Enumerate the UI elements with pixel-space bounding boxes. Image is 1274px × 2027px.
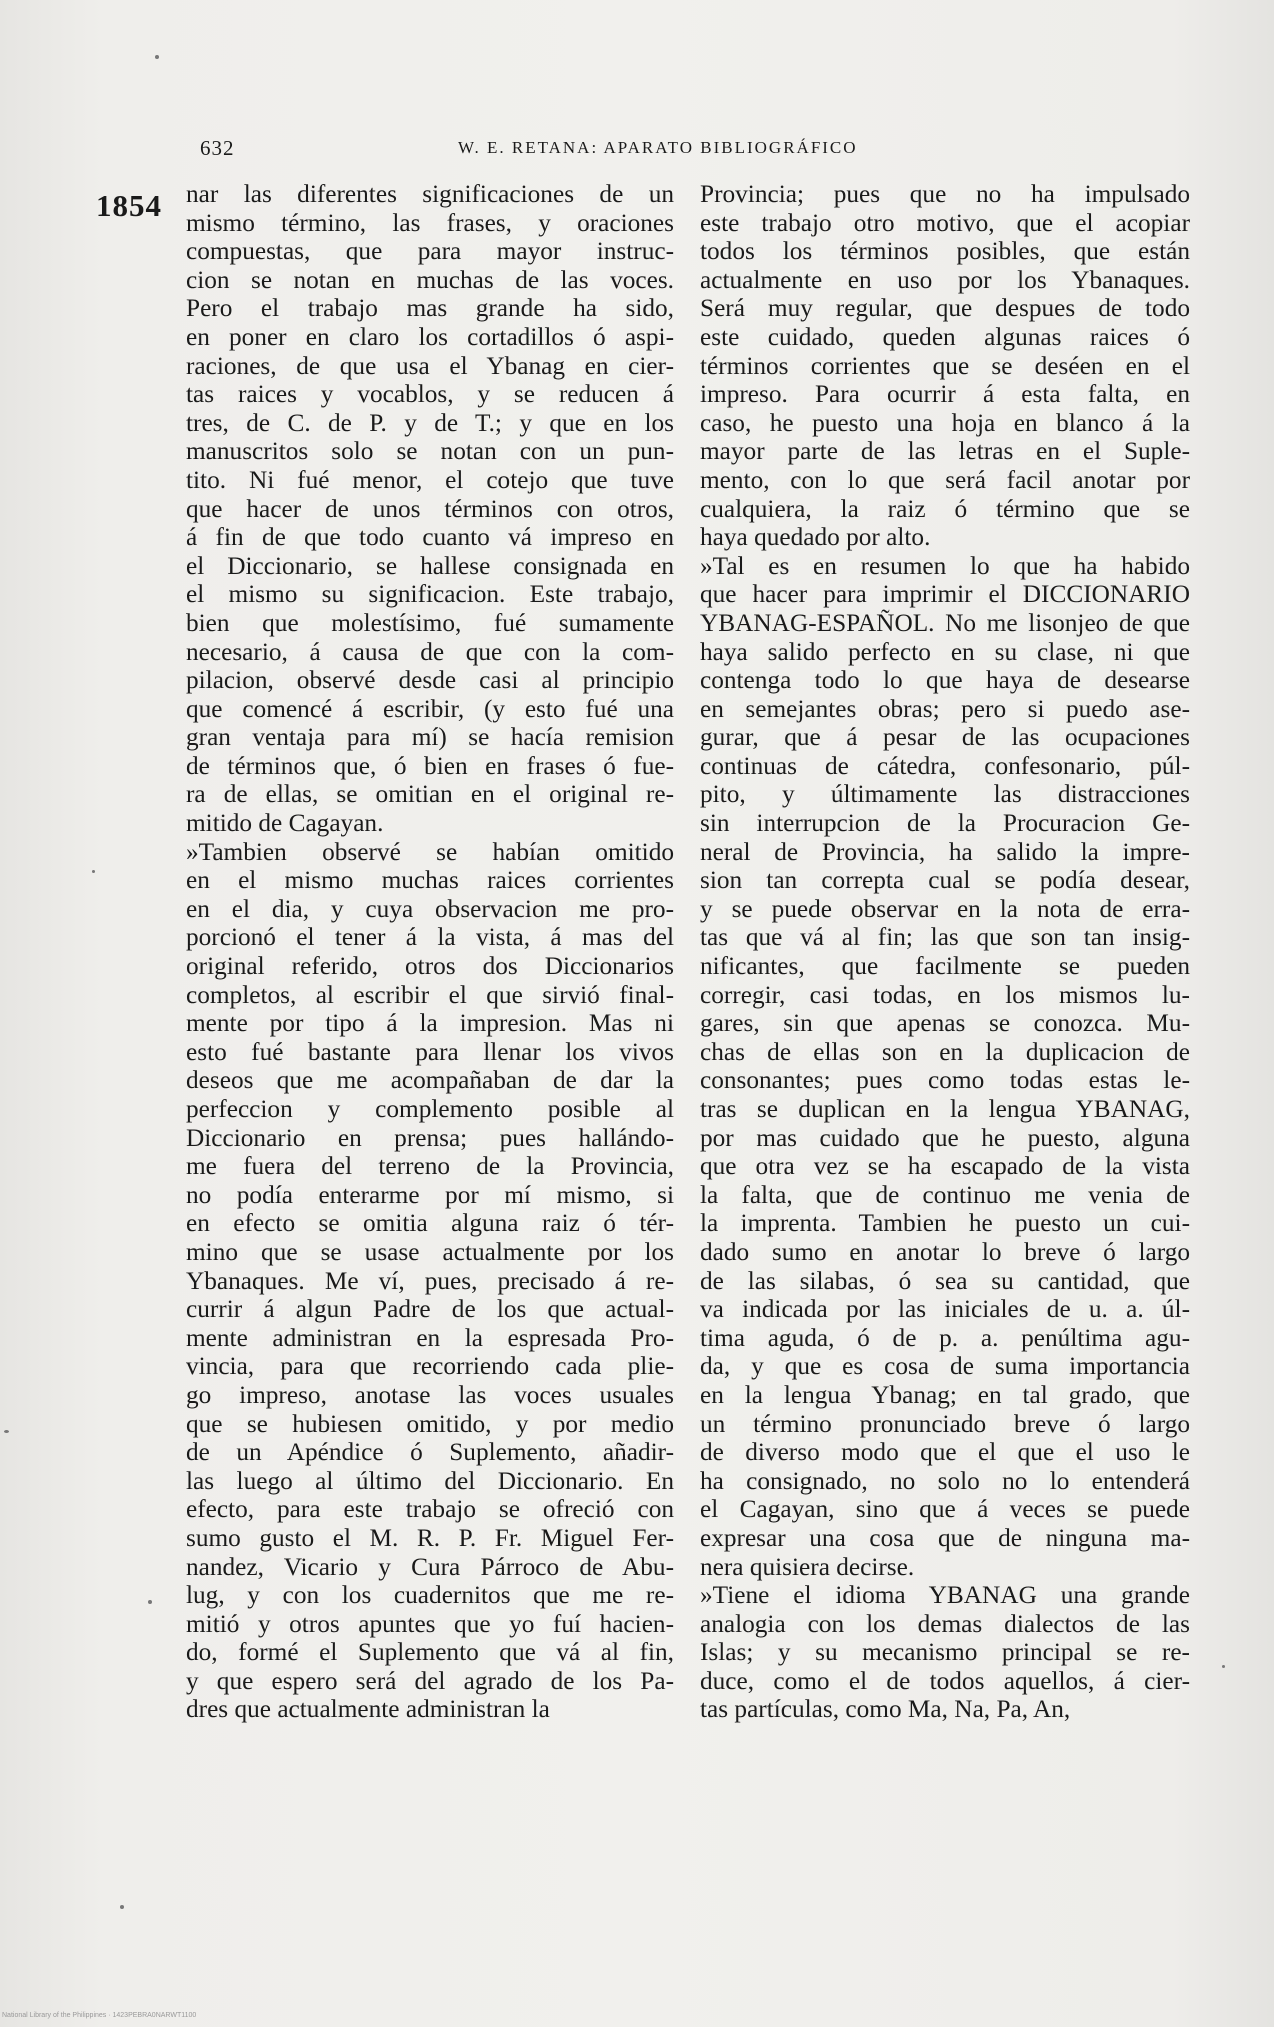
text-line: por mas cuidado que he puesto, alguna	[700, 1123, 1190, 1152]
text-line: todos los términos posibles, que están	[700, 237, 1190, 266]
text-line: nar las diferentes significaciones de un	[186, 180, 674, 208]
scan-speck	[4, 1430, 9, 1433]
text-line: tas partículas, como Ma, Na, Pa, An,	[700, 1695, 1071, 1724]
text-line: el Cagayan, sino que á veces se puede	[700, 1495, 1190, 1524]
text-line: de términos que, ó bien en frases ó fue-	[186, 751, 674, 780]
text-line: el mismo su significacion. Este trabajo,	[186, 580, 674, 609]
text-line: que comencé á escribir, (y esto fué una	[186, 694, 674, 723]
text-line: tima aguda, ó de p. a. penúltima agu-	[700, 1323, 1190, 1352]
scan-speck	[155, 55, 159, 59]
text-line: á fin de que todo cuanto vá impreso en	[186, 523, 674, 552]
text-line: y que espero será del agrado de los Pa-	[186, 1666, 674, 1695]
text-line: currir á algun Padre de los que actual-	[186, 1295, 674, 1324]
text-line: analogia con los demas dialectos de las	[700, 1609, 1190, 1638]
scan-speck	[120, 1905, 124, 1909]
scan-attribution: National Library of the Philippines · 1423PEBRA0NARWT1100	[2, 2012, 197, 2019]
text-line: corregir, casi todas, en los mismos lu-	[700, 980, 1190, 1009]
text-line: de las silabas, ó sea su cantidad, que	[700, 1266, 1190, 1295]
text-line: porcionó el tener á la vista, á mas del	[186, 923, 674, 952]
text-line: que otra vez se ha escapado de la vista	[700, 1152, 1190, 1181]
header-title: W. E. RETANA: APARATO BIBLIOGRÁFICO	[458, 138, 858, 157]
text-line: sin interrupcion de la Procuracion Ge-	[700, 809, 1190, 838]
text-line: y se puede observar en la nota de erra-	[700, 894, 1190, 923]
text-line: este cuidado, queden algunas raices ó	[700, 322, 1190, 351]
text-line: mayor parte de las letras en el Suple-	[700, 437, 1190, 466]
text-line: mente por tipo á la impresion. Mas ni	[186, 1009, 674, 1038]
text-line: gran ventaja para mí) se hacía remision	[186, 723, 674, 752]
text-line: expresar una cosa que de ninguna ma-	[700, 1523, 1190, 1552]
text-line: pilacion, observé desde casi al principio	[186, 666, 674, 695]
text-line: en semejantes obras; pero si puedo ase-	[700, 694, 1190, 723]
text-line: las luego al último del Diccionario. En	[186, 1466, 674, 1495]
text-line: efecto, para este trabajo se ofreció con	[186, 1495, 674, 1524]
text-line: este trabajo otro motivo, que el acopiar	[700, 208, 1190, 237]
text-line: go impreso, anotase las voces usuales	[186, 1380, 674, 1409]
text-line: tras se duplican en la lengua YBANAG,	[700, 1095, 1190, 1123]
text-line: mente administran en la espresada Pro-	[186, 1323, 674, 1352]
text-line: Ybanaques. Me ví, pues, precisado á re-	[186, 1266, 674, 1295]
text-line: términos corrientes que se deséen en el	[700, 351, 1190, 380]
text-line: ha consignado, no solo no lo entenderá	[700, 1466, 1190, 1495]
text-line: en efecto se omitia alguna raiz ó tér-	[186, 1209, 674, 1238]
text-line: en poner en claro los cortadillos ó aspi-	[186, 322, 674, 351]
text-line: vincia, para que recorriendo cada plie-	[186, 1352, 674, 1381]
text-line: mitido de Cagayan.	[186, 809, 384, 838]
text-line: me fuera del terreno de la Provincia,	[186, 1152, 674, 1181]
text-line: »Tal es en resumen lo que ha habido	[700, 551, 1190, 580]
text-line: original referido, otros dos Diccionarios	[186, 952, 674, 981]
text-line: que hacer para imprimir el DICCIONARIO	[700, 580, 1190, 609]
scan-speck	[148, 1600, 152, 1604]
text-line: pito, y últimamente las distracciones	[700, 780, 1190, 809]
text-line: tas raices y vocablos, y se reducen á	[186, 380, 674, 409]
text-line: Pero el trabajo mas grande ha sido,	[186, 294, 674, 323]
text-line: tres, de C. de P. y de T.; y que en los	[186, 408, 674, 437]
text-line: Provincia; pues que no ha impulsado	[700, 180, 1190, 208]
text-line: da, y que es cosa de suma importancia	[700, 1352, 1190, 1381]
text-line: el Diccionario, se hallese consignada en	[186, 551, 674, 580]
text-line: consonantes; pues como todas estas le-	[700, 1066, 1190, 1095]
text-line: de un Apéndice ó Suplemento, añadir-	[186, 1438, 674, 1467]
text-line: haya salido perfecto en su clase, ni que	[700, 637, 1190, 666]
text-line: cualquiera, la raiz ó término que se	[700, 494, 1190, 523]
scan-speck	[92, 870, 95, 873]
text-line: un término pronunciado breve ó largo	[700, 1409, 1190, 1438]
text-line: va indicada por las iniciales de u. a. úl-	[700, 1295, 1190, 1324]
text-line: YBANAG-ESPAÑOL. No me lisonjeo de que	[700, 608, 1190, 637]
text-line: nificantes, que facilmente se pueden	[700, 952, 1190, 981]
text-line: la imprenta. Tambien he puesto un cui-	[700, 1209, 1190, 1238]
running-header	[200, 136, 960, 166]
text-line: caso, he puesto una hoja en blanco á la	[700, 408, 1190, 437]
text-line: duce, como el de todos aquellos, á cier-	[700, 1666, 1190, 1695]
text-line: Será muy regular, que despues de todo	[700, 294, 1190, 323]
text-line: gurar, que á pesar de las ocupaciones	[700, 723, 1190, 752]
text-line: en el dia, y cuya observacion me pro-	[186, 894, 674, 923]
text-line: no podía enterarme por mí mismo, si	[186, 1180, 674, 1209]
text-line: sion tan correpta cual se podía desear,	[700, 866, 1190, 895]
text-line: gares, sin que apenas se conozca. Mu-	[700, 1009, 1190, 1038]
text-line: compuestas, que para mayor instruc-	[186, 237, 674, 266]
text-line: dres que actualmente administran la	[186, 1695, 550, 1724]
scan-speck	[1222, 1665, 1225, 1668]
text-line: »Tambien observé se habían omitido	[186, 837, 674, 866]
text-line: nera quisiera decirse.	[700, 1552, 915, 1581]
text-line: do, formé el Suplemento que vá al fin,	[186, 1638, 674, 1667]
text-line: mento, con lo que será facil anotar por	[700, 465, 1190, 494]
text-line: Islas; y su mecanismo principal se re-	[700, 1638, 1190, 1667]
text-line: manuscritos solo se notan con un pun-	[186, 437, 674, 466]
text-line: completos, al escribir el que sirvió final-	[186, 980, 674, 1009]
page-number: 632	[200, 136, 235, 160]
text-line: perfeccion y complemento posible al	[186, 1095, 674, 1123]
text-line: dado sumo en anotar lo breve ó largo	[700, 1237, 1190, 1266]
text-line: mismo término, las frases, y oraciones	[186, 208, 674, 237]
text-line: continuas de cátedra, confesonario, púl-	[700, 751, 1190, 780]
text-line: necesario, á causa de que con la com-	[186, 637, 674, 666]
text-line: impreso. Para ocurrir á esta falta, en	[700, 380, 1190, 409]
text-line: sumo gusto el M. R. P. Fr. Miguel Fer-	[186, 1523, 674, 1552]
right-text-column	[700, 180, 1190, 1724]
text-line: en la lengua Ybanag; en tal grado, que	[700, 1380, 1190, 1409]
text-line: raciones, de que usa el Ybanag en cier-	[186, 351, 674, 380]
text-line: haya quedado por alto.	[700, 523, 931, 552]
text-line: esto fué bastante para llenar los vivos	[186, 1037, 674, 1066]
text-line: actualmente en uso por los Ybanaques.	[700, 265, 1190, 294]
text-line: de diverso modo que el que el uso le	[700, 1438, 1190, 1467]
text-line: bien que molestísimo, fué sumamente	[186, 608, 674, 637]
text-line: en el mismo muchas raices corrientes	[186, 866, 674, 895]
text-line: chas de ellas son en la duplicacion de	[700, 1037, 1190, 1066]
entry-number: 1854	[96, 188, 162, 223]
text-line: lug, y con los cuadernitos que me re-	[186, 1581, 674, 1610]
text-line: que se hubiesen omitido, y por medio	[186, 1409, 674, 1438]
text-line: mitió y otros apuntes que yo fuí hacien-	[186, 1609, 674, 1638]
text-line: mino que se usase actualmente por los	[186, 1237, 674, 1266]
left-text-column	[186, 180, 674, 1724]
text-line: nandez, Vicario y Cura Párroco de Abu-	[186, 1552, 674, 1581]
text-line: tito. Ni fué menor, el cotejo que tuve	[186, 465, 674, 494]
text-line: »Tiene el idioma YBANAG una grande	[700, 1581, 1190, 1610]
text-line: deseos que me acompañaban de dar la	[186, 1066, 674, 1095]
text-line: Diccionario en prensa; pues hallándo-	[186, 1123, 674, 1152]
text-line: cion se notan en muchas de las voces.	[186, 265, 674, 294]
text-line: neral de Provincia, ha salido la impre-	[700, 837, 1190, 866]
text-line: ra de ellas, se omitian en el original re-	[186, 780, 674, 809]
text-line: que hacer de unos términos con otros,	[186, 494, 674, 523]
text-line: tas que vá al fin; las que son tan insig-	[700, 923, 1190, 952]
text-line: la falta, que de continuo me venia de	[700, 1180, 1190, 1209]
text-line: contenga todo lo que haya de desearse	[700, 666, 1190, 695]
